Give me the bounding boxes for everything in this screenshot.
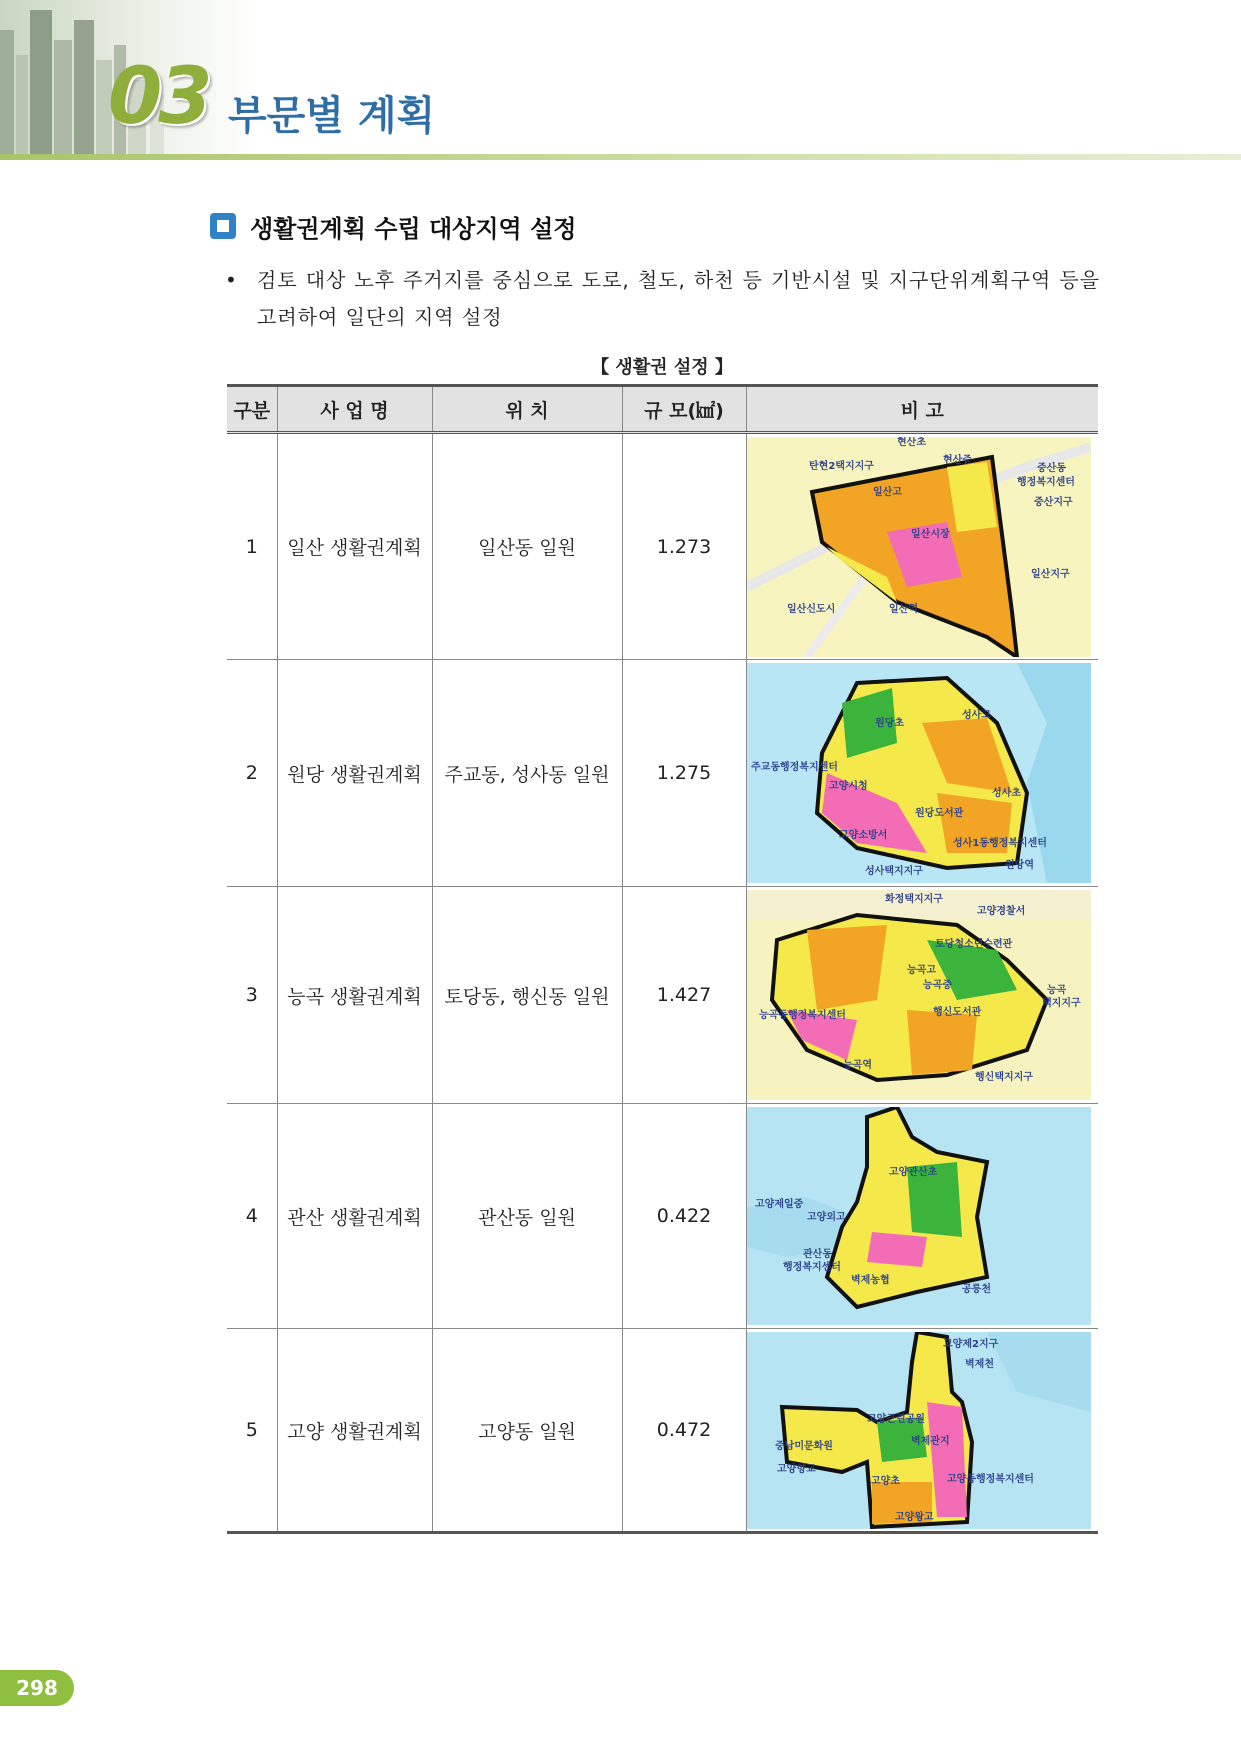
row-number: 3 (227, 887, 277, 1104)
map-cell (746, 1104, 1098, 1329)
project-name: 원당 생활권계획 (277, 660, 432, 887)
map-cell (746, 1329, 1098, 1533)
row-number: 1 (227, 433, 277, 660)
map-label: 고양경찰서 (976, 906, 1025, 917)
map-label: 고양초 (870, 1475, 900, 1487)
page-header (0, 0, 1241, 165)
chapter-number: 03 (108, 52, 209, 142)
map-label: 택지지구 (1041, 998, 1081, 1009)
map-label: 현산중 (942, 454, 972, 466)
section-heading (210, 210, 576, 242)
project-size: 1.275 (622, 660, 746, 887)
map-label: 성사고 (961, 710, 991, 721)
project-size: 1.273 (622, 433, 746, 660)
square-bullet-icon (210, 213, 236, 239)
map-label: 능곡동행정복지센터 (758, 1010, 846, 1021)
bullet-paragraph (225, 262, 1100, 336)
map-label: 중남미문화원 (774, 1440, 833, 1452)
project-size: 0.422 (622, 1104, 746, 1329)
section-title: 생활권계획 수립 대상지역 설정 (250, 214, 577, 243)
map-label: 고양제일중 (754, 1199, 803, 1210)
map-label: 화정택지지구 (884, 894, 943, 905)
map-label: 일산시장 (910, 528, 950, 540)
map-label: 원당역 (1004, 860, 1034, 871)
project-name: 관산 생활권계획 (277, 1104, 432, 1329)
map-label: 현산초 (896, 436, 926, 448)
zone-map-ilsan (747, 437, 1091, 657)
map-label: 탄현2택지지구 (808, 460, 874, 472)
column-header: 사 업 명 (277, 386, 432, 433)
chapter-title: 부문별 계획 (228, 93, 436, 139)
zone-map-goyang (747, 1332, 1091, 1529)
map-label: 고양소방서 (838, 830, 887, 841)
map-label: 중산지구 (1033, 496, 1073, 508)
project-name: 능곡 생활권계획 (277, 887, 432, 1104)
header-divider (0, 154, 1241, 160)
map-label: 벽제농협 (850, 1275, 890, 1286)
project-size: 0.472 (622, 1329, 746, 1533)
project-size: 1.427 (622, 887, 746, 1104)
map-label: 고양시청 (828, 781, 868, 792)
table-row (227, 660, 1098, 887)
row-number: 2 (227, 660, 277, 887)
project-location: 토당동, 행신동 일원 (432, 887, 622, 1104)
map-cell (746, 660, 1098, 887)
column-header: 구분 (227, 386, 277, 433)
map-label: 성사초 (991, 788, 1021, 799)
map-label: 고양제2지구 (942, 1338, 998, 1350)
map-label: 공릉천 (961, 1284, 991, 1295)
map-label: 성사택지지구 (864, 866, 923, 877)
map-label: 원당초 (874, 718, 904, 729)
zone-map-gwansan (747, 1107, 1091, 1325)
map-label: 일산신도시 (786, 603, 835, 615)
map-label: 주교동행정복지센터 (750, 762, 838, 773)
project-location: 관산동 일원 (432, 1104, 622, 1329)
table-row (227, 1329, 1098, 1533)
zone-map-neunggok (747, 890, 1091, 1100)
map-label: 행정복지센터 (1016, 476, 1075, 488)
map-label: 고양향교 (776, 1463, 816, 1475)
table-row (227, 887, 1098, 1104)
map-label: 능곡중 (922, 980, 952, 991)
map-label: 능곡 (1046, 985, 1066, 996)
map-label: 성사1동행정복지센터 (952, 838, 1047, 849)
bullet-text: 검토 대상 노후 주거지를 중심으로 도로, 철도, 하천 등 기반시설 및 지구단위계획구역 등을 고려하여 일단의 지역 설정 (257, 268, 1100, 329)
living-zone-table (227, 384, 1098, 1534)
table-caption: 【 생활권 설정 】 (591, 357, 733, 378)
project-location: 주교동, 성사동 일원 (432, 660, 622, 887)
row-number: 4 (227, 1104, 277, 1329)
table-header-row (227, 386, 1098, 433)
map-label: 고양근린공원 (866, 1413, 925, 1425)
map-label: 고양관산초 (888, 1167, 937, 1178)
map-label: 중산동 (1036, 462, 1066, 474)
table-row (227, 433, 1098, 660)
project-location: 일산동 일원 (432, 433, 622, 660)
column-header: 비 고 (746, 386, 1098, 433)
map-label: 일산고 (872, 486, 902, 498)
zone-map-wondang (747, 663, 1091, 883)
map-label: 일산지구 (1030, 568, 1070, 580)
map-label: 행신도서관 (932, 1007, 981, 1018)
column-header: 위 치 (432, 386, 622, 433)
row-number: 5 (227, 1329, 277, 1533)
project-name: 고양 생활권계획 (277, 1329, 432, 1533)
map-label: 행신택지지구 (974, 1072, 1033, 1083)
map-label: 행정복지센터 (782, 1262, 841, 1273)
map-cell (746, 887, 1098, 1104)
bullet-dot-icon: • (225, 268, 237, 292)
table-row (227, 1104, 1098, 1329)
map-label: 일산역 (888, 603, 918, 615)
page-number: 298 (0, 1670, 74, 1706)
map-label: 능곡역 (842, 1060, 872, 1071)
map-label: 능곡고 (906, 965, 936, 976)
map-label: 벽제천 (964, 1358, 994, 1370)
column-header: 규 모(㎢) (622, 386, 746, 433)
map-label: 토당청소년수련관 (934, 939, 1012, 950)
map-label: 관산동 (802, 1249, 832, 1260)
project-location: 고양동 일원 (432, 1329, 622, 1533)
map-label: 고양왕고 (894, 1511, 934, 1523)
project-name: 일산 생활권계획 (277, 433, 432, 660)
map-label: 벽제관지 (910, 1435, 950, 1447)
map-cell (746, 433, 1098, 660)
map-label: 원당도서관 (914, 808, 963, 819)
map-label: 고양동행정복지센터 (946, 1473, 1034, 1485)
map-label: 고양외고 (806, 1212, 846, 1223)
